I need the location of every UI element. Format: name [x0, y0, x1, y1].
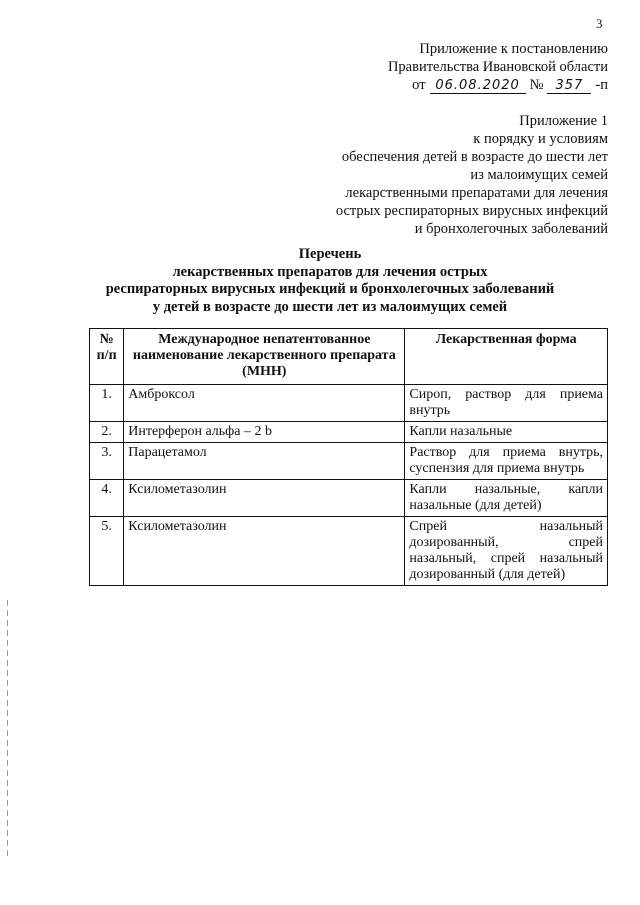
from-label: от: [412, 77, 426, 93]
row-num: 3.: [90, 443, 124, 480]
row-name: Ксилометазолин: [124, 517, 405, 586]
appendix-1-line: острых респираторных вирусных инфекций: [335, 203, 608, 219]
row-form: Капли назальные: [405, 422, 608, 443]
row-form: Спрей назальный дозированный, спрей назальный, спрей назальный дозированный (для детей): [405, 517, 608, 586]
header-form: Лекарственная форма: [405, 329, 608, 385]
title-line: у детей в возрасте до шести лет из малоимущих семей: [152, 298, 508, 315]
appendix-1-line: обеспечения детей в возрасте до шести лет: [341, 149, 608, 165]
header-line-1: Приложение к постановлению: [419, 41, 608, 57]
medications-table: [89, 328, 608, 586]
appendix-1-line: лекарственными препаратами для лечения: [345, 185, 608, 201]
table-row: [90, 385, 608, 422]
row-num: 5.: [90, 517, 124, 586]
title-line: лекарственных препаратов для лечения острых: [172, 263, 488, 280]
scan-margin-mark: [7, 600, 8, 858]
appendix-1-line: и бронхолегочных заболеваний: [414, 221, 608, 237]
row-num: 1.: [90, 385, 124, 422]
appendix-1-line: к порядку и условиям: [473, 131, 608, 147]
header-line-2: Правительства Ивановской области: [387, 59, 608, 75]
table-header-row: [90, 329, 608, 385]
handwritten-date: 06.08.2020: [430, 78, 526, 94]
appendix-1-line: Приложение 1: [519, 113, 608, 129]
row-form: Сироп, раствор для приема внутрь: [405, 385, 608, 422]
row-num: 2.: [90, 422, 124, 443]
number-label: №: [529, 77, 544, 93]
row-name: Амброксол: [124, 385, 405, 422]
appendix-1-line: из малоимущих семей: [470, 167, 608, 183]
table-row: [90, 443, 608, 480]
table-row: [90, 422, 608, 443]
row-form: Раствор для приема внутрь, суспензия для приема внутрь: [405, 443, 608, 480]
resolution-appendix-header: [308, 40, 608, 94]
table-row: [90, 480, 608, 517]
title-line: Перечень: [298, 246, 362, 262]
row-num: 4.: [90, 480, 124, 517]
handwritten-number: 357: [547, 78, 591, 94]
document-title: [90, 246, 570, 316]
row-form: Капли назальные, капли назальные (для детей): [405, 480, 608, 517]
row-name: Ксилометазолин: [124, 480, 405, 517]
row-name: Интерферон альфа – 2 b: [124, 422, 405, 443]
header-num: № п/п: [90, 329, 124, 385]
title-line: респираторных вирусных инфекций и бронхолегочных заболеваний: [105, 281, 555, 297]
row-name: Парацетамол: [124, 443, 405, 480]
appendix-1-block: [278, 112, 608, 238]
order-line: [308, 76, 608, 94]
header-name: Международное непатентованное наименование лекарственного препарата (МНН): [124, 329, 405, 385]
page-number: 3: [596, 16, 603, 31]
number-suffix: -п: [595, 77, 608, 93]
table-row: [90, 517, 608, 586]
